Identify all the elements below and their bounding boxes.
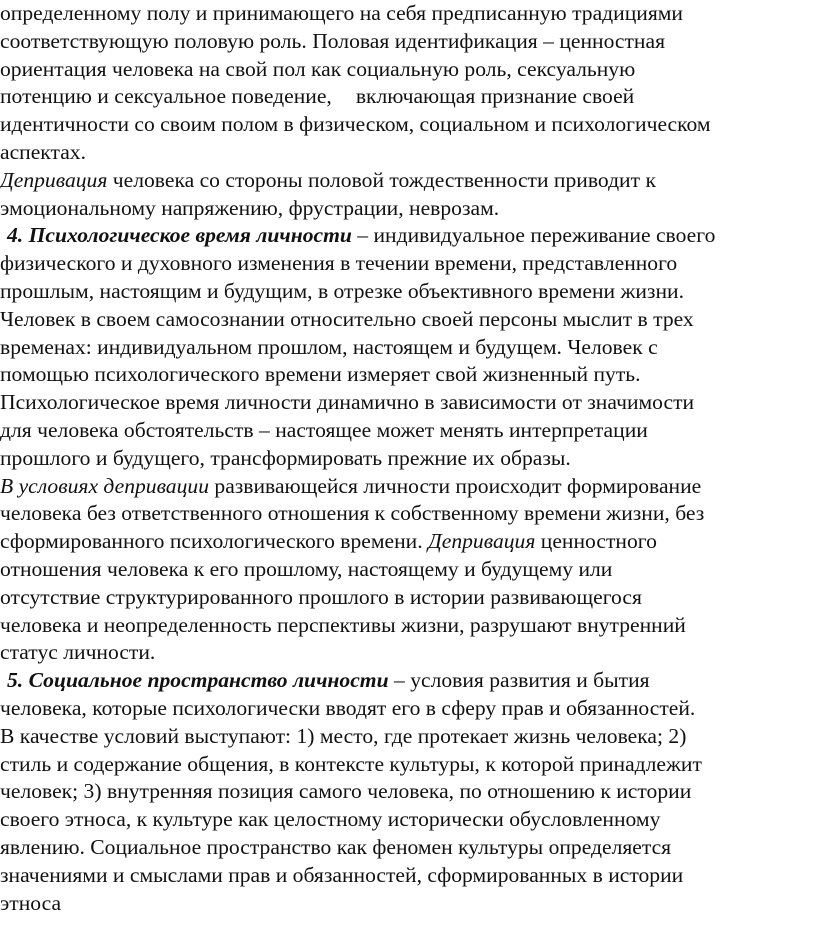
section-heading-line — [0, 222, 810, 250]
italic-term: Депривация — [0, 167, 108, 192]
text-line: идентичности со своим полом в физическом, социальном и психологическом — [0, 112, 711, 137]
text-line: отсутствие структурированного прошлого в истории развивающегося — [0, 584, 642, 609]
text-line — [0, 167, 810, 195]
text-line: временах: индивидуальном прошлом, настоящем и будущем. Человек с — [0, 334, 658, 359]
section-heading-line — [0, 667, 810, 695]
text-line: ориентация человека на свой пол как социальную роль, сексуальную — [0, 56, 636, 81]
text-line — [0, 83, 810, 111]
text-line: Психологическое время личности динамично в зависимости от значимости — [0, 390, 695, 415]
text-fragment: развивающейся личности происходит формирование — [209, 473, 702, 498]
text-line: аспектах. — [0, 139, 86, 164]
text-line: физического и духовного изменения в течении времени, представленного — [0, 251, 678, 276]
text-line: человек; 3) внутренняя позиция самого человека, по отношению к истории — [0, 779, 692, 804]
text-line: соответствующую половую роль. Половая идентификация – ценностная — [0, 28, 665, 53]
text-line: человека без ответственного отношения к собственному времени жизни, без — [0, 501, 705, 526]
text-line: этноса — [0, 890, 62, 915]
text-line: прошлым, настоящим и будущим, в отрезке объективного времени жизни. — [0, 278, 684, 303]
text-line: для человека обстоятельств – настоящее может менять интерпретации — [0, 417, 648, 442]
text-line: помощью психологического времени измеряет свой жизненный путь. — [0, 362, 641, 387]
text-line: прошлого и будущего, трансформировать прежние их образы. — [0, 445, 571, 470]
text-line: явлению. Социальное пространство как феномен культуры определяется — [0, 834, 672, 859]
text-fragment: ценностного — [535, 529, 657, 554]
text-fragment: сформированного психологического времени. — [0, 529, 429, 554]
text-line: определенному полу и принимающего на себя предписанную традициями — [0, 1, 683, 25]
text-fragment: – условия развития и бытия — [388, 668, 650, 693]
section-heading: 4. Психологическое время личности — [7, 223, 352, 248]
text-fragment: человека со стороны половой тождественности приводит к — [107, 167, 656, 192]
section-heading: 5. Социальное пространство личности — [7, 668, 389, 693]
text-fragment: потенцию и сексуальное поведение, — [0, 84, 332, 109]
text-line: своего этноса, к культуре как целостному исторически обусловленному — [0, 807, 661, 832]
italic-term: Депривация — [428, 529, 536, 554]
text-line: статус личности. — [0, 640, 156, 665]
text-fragment: включающая признание своей — [355, 84, 635, 109]
text-fragment: – индивидуальное переживание своего — [351, 223, 716, 248]
italic-term: В условиях депривации — [0, 473, 209, 498]
text-line: стиль и содержание общения, в контексте культуры, к которой принадлежит — [0, 751, 702, 776]
text-line — [0, 473, 810, 501]
text-line: Человек в своем самосознании относительно своей персоны мыслит в трех — [0, 306, 694, 331]
text-line: человека, которые психологически вводят его в сферу прав и обязанностей. — [0, 695, 696, 720]
text-line: человека и неопределенность перспективы жизни, разрушают внутренний — [0, 612, 686, 637]
text-line: В качестве условий выступают: 1) место, где протекает жизнь человека; 2) — [0, 723, 687, 748]
text-line: отношения человека к его прошлому, настоящему и будущему или — [0, 556, 613, 581]
text-line: эмоциональному напряжению, фрустрации, неврозам. — [0, 195, 500, 220]
text-line — [0, 528, 810, 556]
text-line: значениями и смыслами прав и обязанностей, сформированных в истории — [0, 862, 684, 887]
